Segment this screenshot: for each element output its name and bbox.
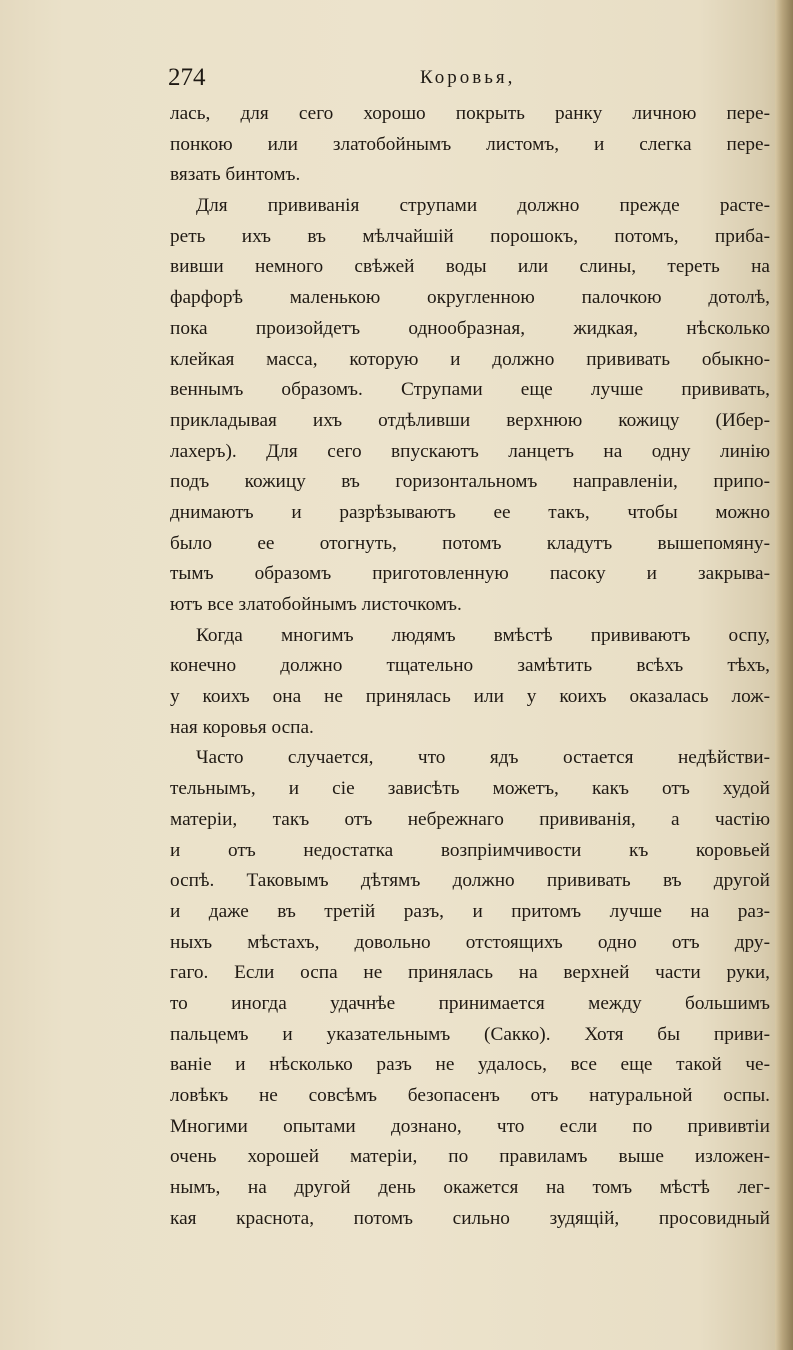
text-line: ная коровья оспа. — [170, 716, 314, 738]
text-line: кая краснота, потомъ сильно зудящій, просовидный — [170, 1207, 770, 1229]
text-line: вивши немного свѣжей воды или слины, тереть на — [170, 256, 770, 278]
text-line: пока произойдетъ однообразная, жидкая, нѣсколько — [170, 317, 770, 339]
text-line: подъ кожицу въ горизонтальномъ направленіи, припо- — [170, 471, 770, 493]
text-line: ныхъ мѣстахъ, довольно отстоящихъ одно отъ дру- — [170, 931, 770, 953]
text-line: очень хорошей матеріи, по правиламъ выше изложен- — [170, 1146, 770, 1168]
running-head: Коровья, — [420, 67, 516, 88]
text-line: веннымъ образомъ. Струпами еще лучше прививать, — [170, 379, 770, 401]
text-line: ютъ все златобойнымъ листочкомъ. — [170, 594, 462, 615]
text-line: прикладывая ихъ отдѣливши верхнюю кожицу (Ибер- — [170, 409, 770, 431]
text-line: Для прививанія струпами должно прежде расте- — [196, 195, 770, 217]
text-line: и даже въ третій разъ, и притомъ лучше на раз- — [170, 900, 770, 922]
page-header — [168, 64, 776, 94]
text-line: у коихъ она не принялась или у коихъ оказалась лож- — [170, 686, 770, 708]
text-line: конечно должно тщательно замѣтить всѣхъ тѣхъ, — [170, 655, 770, 677]
page-number: 274 — [168, 64, 206, 91]
text-line: Когда многимъ людямъ вмѣстѣ прививаютъ оспу, — [196, 624, 770, 646]
text-line: лась, для сего хорошо покрыть ранку личною пере- — [170, 103, 770, 124]
text-line: лахеръ). Для сего впускаютъ ланцетъ на одну линію — [170, 440, 770, 462]
text-line: было ее отогнуть, потомъ кладутъ вышепомяну- — [170, 532, 770, 554]
text-line: Многими опытами дознано, что если по прививтіи — [170, 1115, 770, 1137]
text-line: гаго. Если оспа не принялась на верхней части руки, — [170, 962, 770, 984]
text-line: клейкая масса, которую и должно прививать обыкно- — [170, 348, 770, 370]
text-line: фарфорѣ маленькою округленною палочкою дотолѣ, — [170, 287, 770, 309]
text-line: реть ихъ въ мѣлчайшій порошокъ, потомъ, приба- — [170, 225, 770, 247]
text-line: ваніе и нѣсколько разъ не удалось, все еще такой че- — [170, 1054, 770, 1076]
text-line: матеріи, такъ отъ небрежнаго прививанія, а частію — [170, 808, 770, 830]
text-line: ловѣкъ не совсѣмъ безопасенъ отъ натуральной оспы. — [170, 1085, 770, 1106]
text-line: днимаютъ и разрѣзываютъ ее такъ, чтобы можно — [170, 501, 770, 523]
text-line: то иногда удачнѣе принимается между большимъ — [170, 992, 770, 1014]
text-line: оспѣ. Таковымъ дѣтямъ должно прививать въ другой — [170, 870, 770, 892]
text-line: Часто случается, что ядъ остается недѣйстви- — [196, 747, 770, 769]
text-line: пальцемъ и указательнымъ (Сакко). Хотя бы приви- — [170, 1023, 770, 1045]
text-line: вязать бинтомъ. — [170, 164, 301, 186]
text-line: нымъ, на другой день окажется на томъ мѣстѣ лег- — [170, 1177, 770, 1199]
text-line: и отъ недостатка возпріимчивости къ коровьей — [170, 839, 770, 861]
text-line: тельнымъ, и сіе зависѣть можетъ, какъ отъ худой — [170, 778, 770, 800]
text-line: понкою или златобойнымъ листомъ, и слегка пере- — [170, 133, 770, 155]
body-text — [170, 99, 770, 1234]
page-edge-shadow — [775, 0, 793, 1350]
text-line: тымъ образомъ приготовленную пасоку и закрыва- — [170, 563, 770, 585]
